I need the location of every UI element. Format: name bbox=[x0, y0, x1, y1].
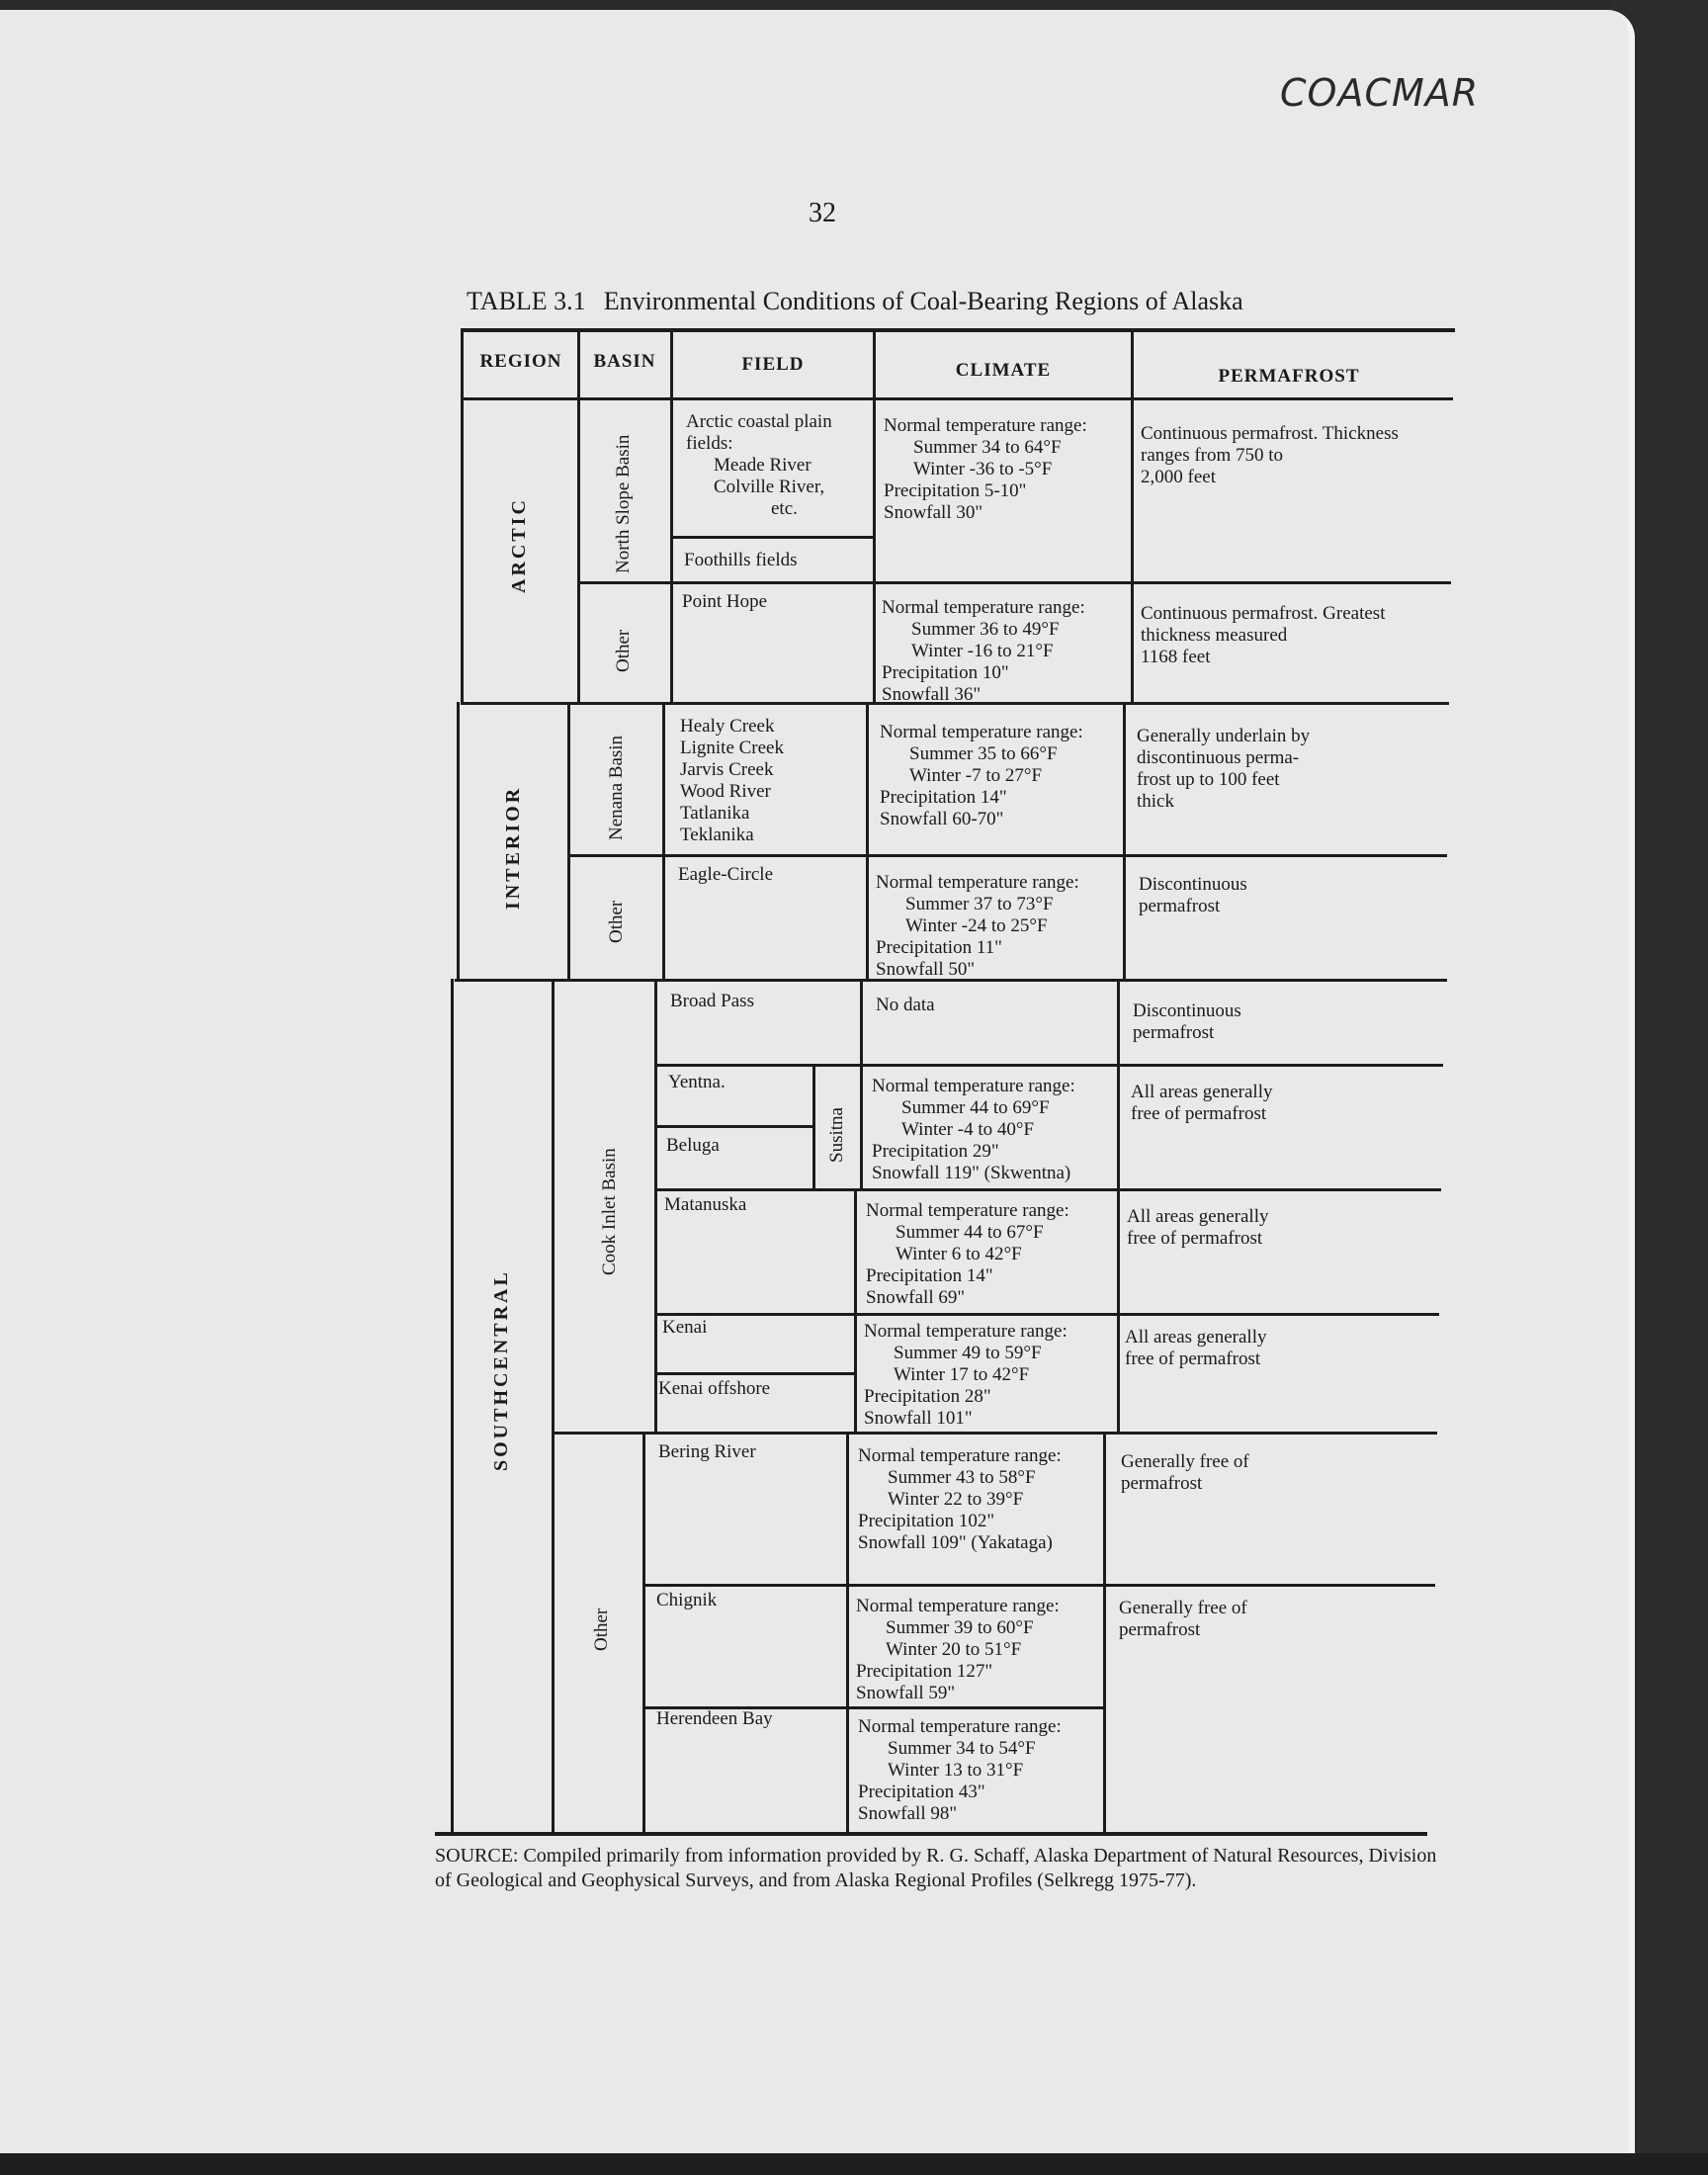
field-nenana bbox=[680, 716, 784, 846]
text-line: Generally free of bbox=[1121, 1451, 1249, 1472]
rule bbox=[656, 1372, 856, 1375]
rule bbox=[451, 979, 454, 1835]
text-line: Jarvis Creek bbox=[680, 759, 774, 780]
text-line: Winter 17 to 42°F bbox=[894, 1364, 1030, 1385]
rule bbox=[670, 328, 673, 704]
rule bbox=[463, 328, 1455, 332]
rule bbox=[644, 1584, 1435, 1587]
text-line: Lignite Creek bbox=[680, 738, 784, 758]
rule bbox=[461, 328, 464, 704]
text-line: Normal temperature range: bbox=[884, 415, 1087, 436]
header-basin: BASIN bbox=[593, 351, 656, 372]
basin-nenana: Nenana Basin bbox=[606, 735, 627, 840]
scan-bottom-edge bbox=[0, 2153, 1708, 2175]
climate-susitna bbox=[872, 1076, 1075, 1184]
text-line: Summer 35 to 66°F bbox=[909, 743, 1058, 764]
text-line: Precipitation 5-10" bbox=[884, 480, 1027, 501]
rule bbox=[554, 1432, 1437, 1435]
text-line: Wood River bbox=[680, 781, 771, 802]
text-line: free of permafrost bbox=[1125, 1348, 1261, 1369]
text-line: Colville River, bbox=[714, 477, 825, 497]
text-line: etc. bbox=[771, 498, 798, 519]
text-line: Precipitation 14" bbox=[866, 1265, 993, 1286]
text-line: Tatlanika bbox=[680, 803, 750, 824]
permafrost-broad-pass bbox=[1133, 1000, 1241, 1044]
field-foothills: Foothills fields bbox=[684, 550, 798, 570]
text-line: Snowfall 50" bbox=[876, 959, 976, 980]
permafrost-nenana bbox=[1137, 726, 1310, 813]
text-line: Winter 20 to 51°F bbox=[886, 1639, 1022, 1660]
text-line: Normal temperature range: bbox=[882, 597, 1085, 618]
basin-cook-inlet: Cook Inlet Basin bbox=[599, 1148, 620, 1275]
text-line: Winter 22 to 39°F bbox=[888, 1489, 1024, 1510]
text-line: Normal temperature range: bbox=[858, 1716, 1062, 1737]
text-line: discontinuous perma- bbox=[1137, 747, 1300, 768]
table-source-note: SOURCE: Compiled primarily from information provided by R. G. Schaff, Alaska Department of Natural Resources, Division of Geological and Geophysical Surveys, and from Alaska Regional Profiles (Selkregg 1975-77). bbox=[435, 1845, 1437, 1891]
text-line: All areas generally bbox=[1125, 1327, 1267, 1348]
text-line: Normal temperature range: bbox=[858, 1445, 1062, 1466]
climate-nenana bbox=[880, 722, 1083, 830]
text-line: Healy Creek bbox=[680, 716, 775, 737]
text-line: Snowfall 36" bbox=[882, 684, 982, 705]
text-line: All areas generally bbox=[1131, 1082, 1273, 1102]
text-line: Summer 43 to 58°F bbox=[888, 1467, 1036, 1488]
header-permafrost: PERMAFROST bbox=[1218, 366, 1360, 387]
handwritten-note: COACMAR bbox=[1280, 71, 1480, 115]
rule bbox=[656, 1188, 1441, 1191]
field-beluga: Beluga bbox=[666, 1135, 720, 1156]
text-line: permafrost bbox=[1133, 1022, 1215, 1043]
header-climate: CLIMATE bbox=[955, 360, 1052, 381]
caption-title: Environmental Conditions of Coal-Bearing Regions of Alaska bbox=[603, 287, 1243, 315]
rule bbox=[435, 1832, 1427, 1836]
text-line: Summer 39 to 60°F bbox=[886, 1617, 1034, 1638]
text-line: Precipitation 28" bbox=[864, 1386, 991, 1407]
text-line: Precipitation 11" bbox=[876, 937, 1002, 958]
rule bbox=[873, 328, 876, 704]
permafrost-point-hope bbox=[1141, 603, 1385, 668]
rule bbox=[579, 581, 1451, 584]
basin-arctic-other: Other bbox=[613, 629, 634, 672]
rule bbox=[1103, 1432, 1106, 1835]
text-line: Teklanika bbox=[680, 825, 754, 845]
text-line: Summer 34 to 64°F bbox=[913, 437, 1062, 458]
rule bbox=[672, 536, 874, 539]
rule bbox=[457, 702, 460, 981]
text-line: Snowfall 30" bbox=[884, 502, 983, 523]
document-page bbox=[0, 10, 1635, 2155]
text-line: Snowfall 109" (Yakataga) bbox=[858, 1532, 1053, 1553]
text-line: Summer 44 to 69°F bbox=[901, 1097, 1050, 1118]
text-line: Snowfall 98" bbox=[858, 1803, 958, 1824]
field-kenai-offshore: Kenai offshore bbox=[658, 1378, 771, 1399]
permafrost-susitna bbox=[1131, 1082, 1272, 1125]
rule bbox=[1117, 979, 1120, 1434]
text-line: Snowfall 59" bbox=[856, 1683, 956, 1703]
text-line: 1168 feet bbox=[1141, 647, 1211, 667]
climate-matanuska bbox=[866, 1200, 1069, 1309]
header-field: FIELD bbox=[741, 354, 805, 375]
text-line: Normal temperature range: bbox=[880, 722, 1083, 742]
rule bbox=[656, 1313, 1439, 1316]
climate-point-hope bbox=[882, 597, 1085, 706]
text-line: 2,000 feet bbox=[1141, 467, 1216, 487]
text-line: Winter -36 to -5°F bbox=[913, 459, 1053, 479]
region-interior: INTERIOR bbox=[502, 785, 524, 910]
climate-bering-river bbox=[858, 1445, 1062, 1554]
text-line: Continuous permafrost. Thickness bbox=[1141, 423, 1399, 444]
text-line: Precipitation 127" bbox=[856, 1661, 993, 1682]
text-line: Precipitation 102" bbox=[858, 1511, 995, 1531]
text-line: Continuous permafrost. Greatest bbox=[1141, 603, 1386, 624]
text-line: frost up to 100 feet bbox=[1137, 769, 1280, 790]
text-line: Snowfall 69" bbox=[866, 1287, 966, 1308]
rule bbox=[569, 854, 1447, 857]
permafrost-matanuska bbox=[1127, 1206, 1268, 1250]
permafrost-bering-river bbox=[1121, 1451, 1249, 1495]
text-line: Snowfall 119" (Skwentna) bbox=[872, 1163, 1071, 1183]
text-line: Summer 37 to 73°F bbox=[905, 894, 1054, 914]
region-arctic: ARCTIC bbox=[508, 497, 530, 593]
text-line: thickness measured bbox=[1141, 625, 1288, 646]
climate-arctic-coastal bbox=[884, 415, 1087, 524]
text-line: Normal temperature range: bbox=[876, 872, 1079, 893]
basin-susitna: Susitna bbox=[826, 1107, 847, 1163]
text-line: Summer 34 to 54°F bbox=[888, 1738, 1036, 1759]
text-line: Winter 13 to 31°F bbox=[888, 1760, 1024, 1781]
text-line: Winter -7 to 27°F bbox=[909, 765, 1043, 786]
field-eagle-circle: Eagle-Circle bbox=[678, 864, 774, 885]
rule bbox=[1123, 702, 1126, 981]
climate-broad-pass: No data bbox=[876, 995, 935, 1015]
page-number: 32 bbox=[809, 198, 836, 228]
header-region: REGION bbox=[479, 351, 562, 372]
field-broad-pass: Broad Pass bbox=[670, 991, 754, 1011]
text-line: Generally underlain by bbox=[1137, 726, 1311, 746]
field-chignik: Chignik bbox=[656, 1590, 718, 1610]
text-line: Precipitation 14" bbox=[880, 787, 1007, 808]
text-line: Normal temperature range: bbox=[856, 1596, 1060, 1616]
text-line: Normal temperature range: bbox=[872, 1076, 1075, 1096]
rule bbox=[656, 1125, 814, 1128]
field-matanuska: Matanuska bbox=[664, 1194, 747, 1215]
field-herendeen-bay: Herendeen Bay bbox=[656, 1708, 773, 1729]
rule bbox=[846, 1432, 849, 1835]
rule bbox=[866, 702, 869, 981]
field-arctic-coastal bbox=[686, 411, 832, 520]
climate-kenai bbox=[864, 1321, 1068, 1430]
caption-label: TABLE 3.1 bbox=[467, 287, 586, 315]
rule bbox=[567, 702, 570, 981]
text-line: Precipitation 29" bbox=[872, 1141, 999, 1162]
table-caption bbox=[467, 287, 1243, 316]
text-line: Summer 49 to 59°F bbox=[894, 1343, 1042, 1363]
permafrost-eagle-circle bbox=[1139, 874, 1247, 917]
text-line: All areas generally bbox=[1127, 1206, 1269, 1227]
text-line: Meade River bbox=[714, 455, 811, 476]
field-bering-river: Bering River bbox=[658, 1441, 756, 1462]
rule bbox=[656, 1064, 1443, 1067]
rule bbox=[662, 702, 665, 981]
text-line: Normal temperature range: bbox=[864, 1321, 1068, 1342]
rule bbox=[860, 979, 863, 1190]
text-line: Arctic coastal plain bbox=[686, 411, 832, 432]
text-line: Normal temperature range: bbox=[866, 1200, 1069, 1221]
permafrost-kenai bbox=[1125, 1327, 1266, 1370]
text-line: permafrost bbox=[1119, 1619, 1201, 1640]
rule bbox=[463, 397, 1453, 400]
field-kenai: Kenai bbox=[662, 1317, 708, 1338]
text-line: Winter -24 to 25°F bbox=[905, 915, 1048, 936]
permafrost-chignik bbox=[1119, 1598, 1247, 1641]
text-line: Precipitation 43" bbox=[858, 1782, 985, 1802]
field-yentna: Yentna. bbox=[668, 1072, 726, 1092]
text-line: permafrost bbox=[1121, 1473, 1203, 1494]
text-line: free of permafrost bbox=[1127, 1228, 1263, 1249]
basin-interior-other: Other bbox=[606, 900, 627, 943]
text-line: fields: bbox=[686, 433, 733, 454]
rule bbox=[654, 979, 657, 1434]
region-southcentral: SOUTHCENTRAL bbox=[490, 1269, 512, 1471]
text-line: Generally free of bbox=[1119, 1598, 1247, 1618]
basin-north-slope: North Slope Basin bbox=[613, 434, 634, 573]
text-line: Summer 36 to 49°F bbox=[911, 619, 1060, 640]
text-line: Winter -16 to 21°F bbox=[911, 641, 1054, 661]
text-line: Winter -4 to 40°F bbox=[901, 1119, 1035, 1140]
text-line: thick bbox=[1137, 791, 1174, 812]
text-line: Discontinuous bbox=[1133, 1000, 1241, 1021]
rule bbox=[854, 1188, 857, 1432]
permafrost-arctic-coastal bbox=[1141, 423, 1399, 488]
climate-herendeen-bay bbox=[858, 1716, 1062, 1825]
text-line: ranges from 750 to bbox=[1141, 445, 1284, 466]
text-line: Snowfall 60-70" bbox=[880, 809, 1004, 829]
text-line: free of permafrost bbox=[1131, 1103, 1267, 1124]
climate-eagle-circle bbox=[876, 872, 1079, 981]
rule bbox=[577, 328, 580, 704]
text-line: Discontinuous bbox=[1139, 874, 1247, 895]
basin-southcentral-other: Other bbox=[591, 1608, 612, 1651]
climate-chignik bbox=[856, 1596, 1060, 1704]
rule bbox=[552, 979, 555, 1835]
text-line: Snowfall 101" bbox=[864, 1408, 973, 1429]
text-line: Precipitation 10" bbox=[882, 662, 1009, 683]
field-point-hope: Point Hope bbox=[682, 591, 768, 612]
rule bbox=[642, 1432, 645, 1835]
text-line: Summer 44 to 67°F bbox=[896, 1222, 1044, 1243]
text-line: permafrost bbox=[1139, 896, 1221, 916]
text-line: Winter 6 to 42°F bbox=[896, 1244, 1022, 1264]
